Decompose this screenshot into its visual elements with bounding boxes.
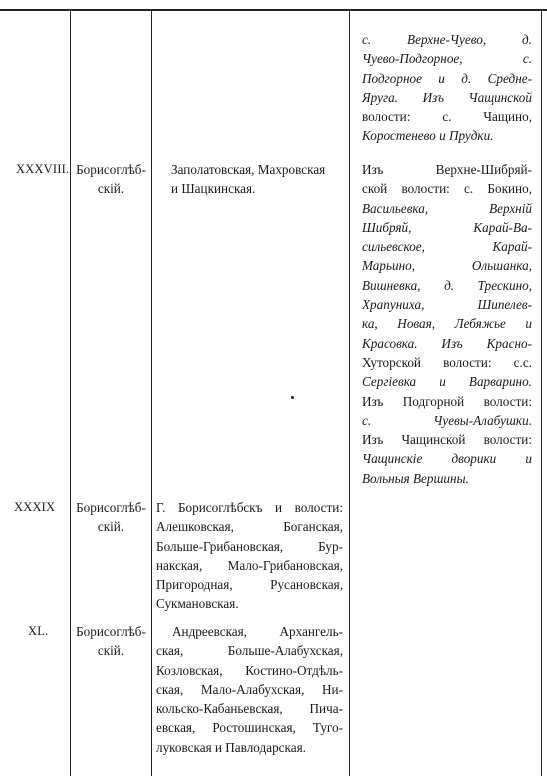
volost-line: Сукмановская. [156,596,239,612]
column-divider-2 [151,9,152,776]
volost-line: ская, Больше-Алабухская, [156,643,343,659]
top-rule [0,9,547,11]
district-line: Борисоглѣб- [76,500,146,515]
villages-list [362,160,532,488]
district-line: скій. [97,181,125,197]
village-line: ской волости: с. Бокино, [362,181,532,197]
column-divider-3 [349,9,350,776]
village-line: Вишневка, д. Трескино, [362,277,532,293]
volost-line: Больше-Грибановская, Бур- [156,538,343,554]
village-line: с. Верхне-Чуево, д. [362,32,532,47]
volost-line: Андреевская, Архангель- [172,624,343,639]
village-line: сильевское, Карай- [362,239,532,255]
row-number: XL. [28,624,49,638]
district-line: Борисоглѣб- [76,162,146,177]
column-divider-1 [70,9,71,776]
volosts-list [156,622,343,757]
print-speck [291,396,294,399]
village-line: Яруга. Изъ Чащинской [362,89,532,105]
volost-line: кольско-Кабаньевская, Пича- [156,701,343,717]
volost-line: Пригородная, Русановская, [156,577,343,593]
village-line: Изъ Чащинской волости: [362,432,532,448]
volost-line: ская, Мало-Алабухская, Ни- [156,681,343,697]
volost-line: Алешковская, Боганская, [156,519,343,535]
village-line: Красовка. Изъ Красно- [362,335,532,351]
village-line: Коростенево и Прудки. [362,128,494,144]
volost-line: Г. Борисоглѣбскъ и волости: [156,500,343,515]
village-line: Шибряй, Карай-Ва- [362,219,532,235]
row-number: XXXIX [14,500,56,514]
village-line: ка, Новая, Лебяжье и [362,316,532,332]
district-name [75,622,147,661]
volost-line: евская, Ростошинская, Туго- [156,720,343,736]
district-line: скій. [97,643,125,659]
volost-line: и Шацкинская. [171,181,256,197]
column-divider-4 [541,9,542,776]
village-line: Изъ Верхне-Шибряй- [362,162,532,177]
village-line: с. Чуевы-Алабушки. [362,412,532,428]
village-line: Чуево-Подгорное, с. [362,51,532,67]
village-line: Храпуниха, Шипелев- [362,297,532,313]
village-line: Хуторской волости: с.с. [362,354,532,370]
villages-continuation [362,30,532,146]
village-line: Васильевка, Верхній [362,200,532,216]
village-line: Сергіевка и Варварино. [362,374,532,390]
district-line: Борисоглѣб- [76,624,146,639]
district-name [75,498,147,537]
village-line: Марьино, Ольшанка, [362,258,532,274]
row-number: XXXVIII. [16,162,70,176]
volost-line: Козловская, Костино-Отдѣль- [156,662,343,678]
volost-line: Заполатовская, Махровская [171,162,326,177]
volost-line: накская, Мало-Грибановская, [156,557,343,573]
district-line: скій. [97,519,125,535]
village-line: Вольныя Вершины. [362,470,469,486]
volost-line: луковская и Павлодарская. [156,739,306,755]
village-line: Чащинскіе дворики и [362,451,532,467]
village-line: Изъ Подгорной волости: [362,393,532,409]
district-name [75,160,147,199]
village-line: волости: с. Чащино, [362,109,532,125]
volosts-list [171,160,343,199]
village-line: Подгорное и д. Средне- [362,70,532,86]
volosts-list [156,498,343,614]
